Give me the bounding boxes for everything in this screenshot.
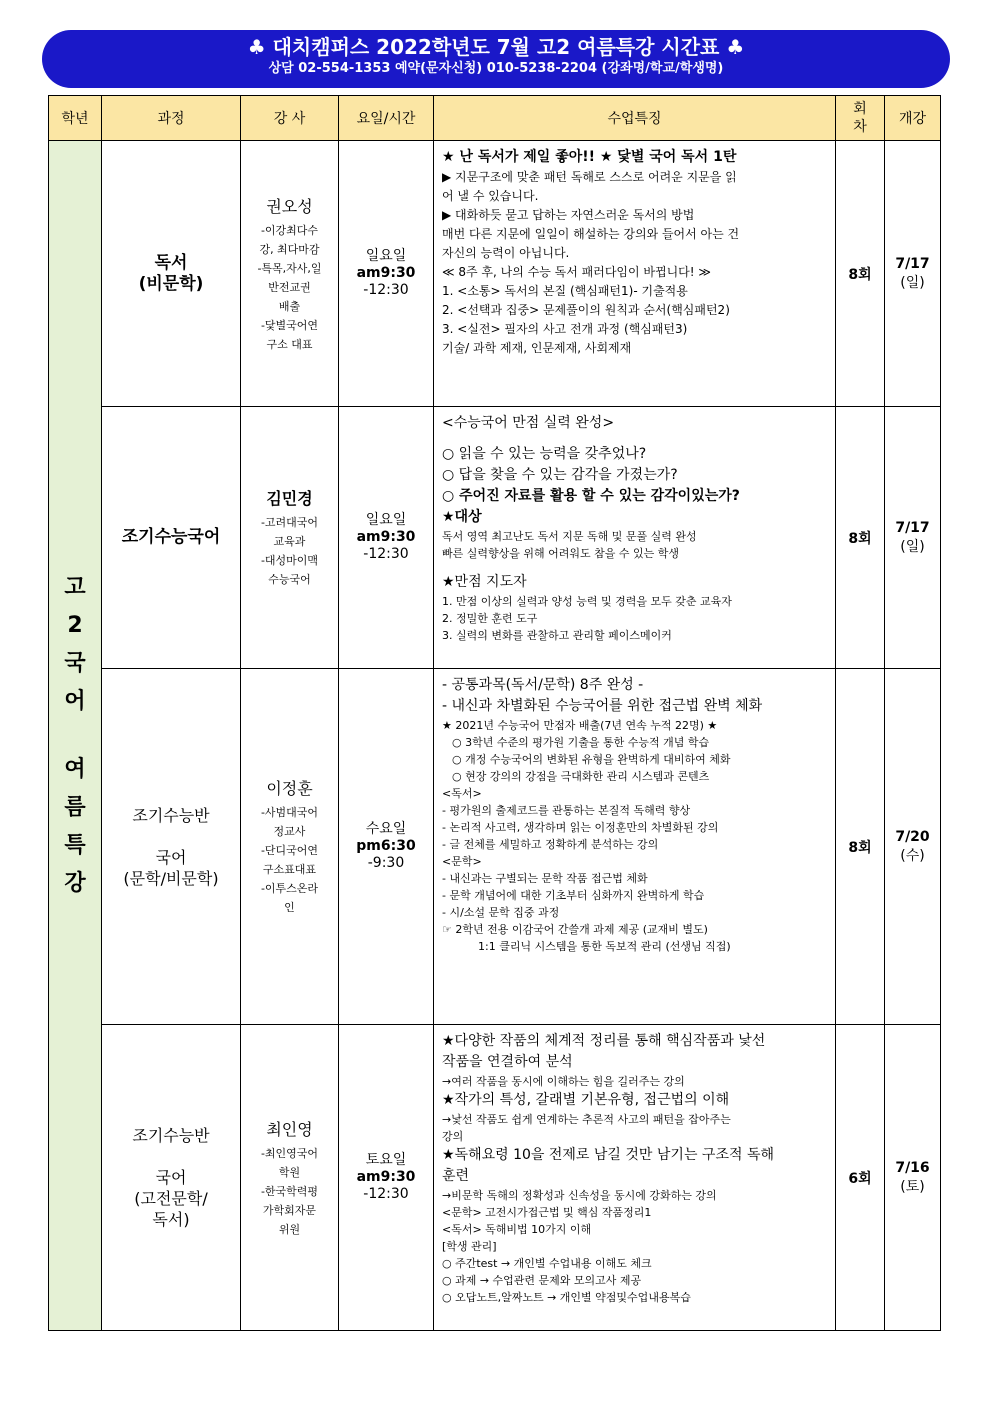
features-cell: [434, 669, 836, 1025]
feature-line: ○ 주간test → 개인별 수업내용 이해도 체크: [442, 1257, 652, 1270]
feature-line: ▶ 지문구조에 맞춘 패턴 독해로 스스로 어려운 지문을 읽: [442, 170, 737, 184]
session-count: 6회: [836, 1025, 885, 1331]
feature-line: 1. 만점 이상의 실력과 양성 능력 및 경력을 모두 갖춘 교육자: [442, 595, 732, 608]
start-date-cell: [885, 669, 941, 1025]
grade-char: 고: [64, 574, 86, 600]
header-row: [49, 96, 941, 141]
schedule-line: pm6:30: [356, 838, 416, 854]
feature-line: 1. <소통> 독서의 본질 (핵심패턴1)- 기출적용: [442, 284, 688, 298]
grade-char: 강: [64, 870, 86, 896]
schedule-table: [48, 95, 941, 1331]
header-teacher: 강 사: [241, 96, 339, 141]
feature-line: ▶ 대화하듯 묻고 답하는 자연스러운 독서의 방법: [442, 208, 695, 222]
start-date-cell: [885, 141, 941, 407]
feature-line: ○ 개정 수능국어의 변화된 유형을 완벽하게 대비하여 체화: [452, 753, 731, 766]
feature-line: 훈련: [442, 1168, 470, 1184]
schedule-cell: [339, 1025, 434, 1331]
schedule-line: am9:30: [356, 529, 416, 545]
start-date-line: (일): [900, 274, 925, 291]
feature-line: - 논리적 사고력, 생각하며 읽는 이정훈만의 차별화된 강의: [442, 821, 719, 834]
feature-line: <문학>: [442, 855, 482, 868]
feature-line: ○ 주어진 자료를 활용 할 수 있는 감각이있는가?: [442, 488, 740, 504]
teacher-name: 권오성: [266, 196, 313, 216]
feature-line: →낯선 작품도 쉽게 연계하는 추론적 사고의 패턴을 잡아주는: [442, 1113, 731, 1126]
table-row: [49, 141, 941, 407]
teacher-credential: 구소 대표: [266, 337, 313, 351]
feature-line: 자신의 능력이 아닙니다.: [442, 246, 570, 260]
teacher-credential: -닻별국어연: [260, 318, 319, 332]
feature-line: - 글 전체를 세밀하고 정확하게 분석하는 강의: [442, 838, 659, 851]
schedule-line: -12:30: [363, 282, 409, 298]
feature-line: ☞ 2학년 전용 이감국어 간쓸개 과제 제공 (교재비 별도): [442, 923, 708, 936]
grade-char: 2: [67, 612, 83, 638]
schedule-line: am9:30: [356, 265, 416, 281]
feature-line: 강의: [442, 1130, 464, 1143]
grade-char: [49, 721, 101, 751]
teacher-credential: 강, 최다마감: [259, 242, 320, 256]
course-line: 조기수능반: [132, 805, 210, 825]
features-cell: [434, 141, 836, 407]
feature-line: 2. <선택과 집중> 문제풀이의 원칙과 순서(핵심패턴2): [442, 303, 730, 317]
header-schedule: 요일/시간: [339, 96, 434, 141]
teacher-credential: -한국학력평: [260, 1184, 319, 1198]
schedule-line: 토요일: [365, 1152, 407, 1168]
course-line: 독서: [154, 252, 188, 273]
teacher-credential: 위원: [278, 1222, 301, 1236]
feature-line: ○ 현장 강의의 강점을 극대화한 관리 시스템과 콘텐츠: [452, 770, 710, 783]
feature-line: →여러 작품을 동시에 이해하는 힘을 길러주는 강의: [442, 1075, 685, 1088]
start-date-line: 7/17: [895, 519, 930, 536]
feature-line: ★만점 지도자: [442, 574, 527, 590]
feature-line: 빠른 실력향상을 위해 어려워도 참을 수 있는 학생: [442, 547, 679, 560]
schedule-cell: [339, 141, 434, 407]
features-cell: [434, 407, 836, 669]
teacher-credential: 수능국어: [268, 573, 311, 586]
feature-line: ○ 답을 찾을 수 있는 감각을 가졌는가?: [442, 467, 678, 483]
teacher-cell: [241, 407, 339, 669]
feature-line: ○ 오답노트,알짜노트 → 개인별 약점및수업내용복습: [442, 1291, 691, 1304]
teacher-credential: 학원: [278, 1165, 301, 1179]
feature-line: 3. 실력의 변화를 관찰하고 관리할 페이스메이커: [442, 629, 672, 642]
start-date-line: 7/17: [895, 255, 930, 272]
start-date-line: 7/16: [895, 1159, 930, 1176]
feature-line: [학생 관리]: [442, 1240, 497, 1253]
teacher-credential: -사범대국어: [260, 806, 319, 819]
start-date-cell: [885, 407, 941, 669]
feature-line: - 공통과목(독서/문학) 8주 완성 -: [442, 677, 644, 693]
grade-char: 어: [64, 688, 86, 714]
teacher-credential: 인: [284, 901, 295, 914]
start-date-line: (일): [900, 538, 925, 555]
teacher-credential: 정교사: [273, 825, 306, 838]
feature-line: ○ 읽을 수 있는 능력을 갖추었나?: [442, 446, 647, 462]
teacher-credential: -단디국어연: [260, 844, 319, 857]
feature-line: ○ 3학년 수준의 평가원 기출을 통한 수능적 개념 학습: [452, 736, 710, 749]
grade-char: 여: [64, 756, 86, 782]
header-grade: 학년: [49, 96, 102, 141]
schedule-line: am9:30: [356, 1169, 416, 1185]
feature-line: <독서>: [442, 787, 482, 800]
features-cell: [434, 1025, 836, 1331]
feature-line: 2. 정밀한 훈련 도구: [442, 612, 538, 625]
feature-line: 어 낼 수 있습니다.: [442, 189, 539, 203]
teacher-credential: -최인영국어: [260, 1146, 319, 1160]
schedule-cell: [339, 407, 434, 669]
header-course: 과정: [102, 96, 241, 141]
feature-line: ≪ 8주 후, 나의 수능 독서 패러다임이 바뀝니다! ≫: [442, 265, 711, 279]
schedule-line: -9:30: [367, 855, 405, 871]
session-count: 8회: [836, 669, 885, 1025]
feature-line: →비문학 독해의 정확성과 신속성을 동시에 강화하는 강의: [442, 1189, 717, 1202]
course-cell: [102, 407, 241, 669]
start-date-line: (토): [900, 1178, 925, 1195]
feature-line: <독서> 독해비법 10가지 이해: [442, 1223, 592, 1236]
course-cell: [102, 1025, 241, 1331]
grade-cell: [49, 141, 102, 1331]
schedule-line: -12:30: [363, 546, 409, 562]
teacher-credential: 구소표대표: [262, 863, 317, 876]
feature-line: ★독해요령 10을 전제로 남길 것만 남기는 구조적 독해: [442, 1147, 774, 1163]
contact-info: 상담 02-554-1353 예약(문자신청) 010-5238-2204 (강좌명/학교/학생명): [268, 61, 724, 76]
teacher-cell: [241, 1025, 339, 1331]
course-line: 국어: [155, 1168, 187, 1187]
grade-char: 국: [64, 650, 86, 676]
feature-line: 기술/ 과학 제재, 인문제재, 사회제재: [442, 341, 632, 355]
grade-char: 름: [64, 794, 86, 820]
title-banner: [42, 30, 950, 88]
feature-line: <수능국어 만점 실력 완성>: [442, 415, 615, 431]
course-line: 국어: [155, 847, 187, 867]
teacher-cell: [241, 669, 339, 1025]
feature-line: - 시/소설 문학 집중 과정: [442, 906, 560, 919]
teacher-credential: -고려대국어: [260, 516, 319, 529]
feature-line: ★작가의 특성, 갈래별 기본유형, 접근법의 이해: [442, 1092, 730, 1108]
course-line: [102, 1146, 240, 1167]
course-line: (고전문학/: [134, 1189, 208, 1208]
feature-line: <문학> 고전시가접근법 및 핵심 작품정리1: [442, 1206, 652, 1219]
header-sessions: 회 차: [836, 96, 885, 141]
session-count: 8회: [836, 407, 885, 669]
teacher-name: 이정훈: [266, 779, 313, 798]
feature-line: ★ 난 독서가 제일 좋아!! ★ 닻별 국어 독서 1탄: [442, 149, 737, 165]
feature-line: - 내신과는 구별되는 문학 작품 접근법 체화: [442, 872, 648, 885]
course-cell: [102, 141, 241, 407]
teacher-name: 김민경: [266, 489, 313, 508]
teacher-credential: 반전교권: [268, 280, 311, 294]
teacher-credential: 배출: [278, 299, 301, 313]
feature-line: 매번 다른 지문에 일일이 해설하는 강의와 들어서 아는 건: [442, 227, 740, 241]
grade-char: 특: [64, 832, 86, 858]
feature-line: - 문학 개념어에 대한 기초부터 심화까지 완벽하게 학습: [442, 889, 705, 902]
schedule-line: -12:30: [363, 1186, 409, 1202]
teacher-credential: -대성마이맥: [260, 554, 319, 567]
teacher-credential: -특목,자사,일: [257, 261, 322, 275]
feature-line: 3. <실전> 필자의 사고 전개 과정 (핵심패턴3): [442, 322, 688, 336]
page-title: ♣ 대치캠퍼스 2022학년도 7월 고2 여름특강 시간표 ♣: [247, 35, 745, 59]
feature-line: 작품을 연결하여 분석: [442, 1054, 573, 1070]
feature-line: 독서 영역 최고난도 독서 지문 독해 및 문풀 실력 완성: [442, 530, 697, 543]
schedule-line: 수요일: [365, 821, 407, 837]
header-features: 수업특징: [434, 96, 836, 141]
feature-line: - 내신과 차별화된 수능국어를 위한 접근법 완벽 체화: [442, 698, 763, 714]
feature-line: ★대상: [442, 509, 482, 525]
feature-line: ○ 과제 → 수업관련 문제와 모의고사 제공: [442, 1274, 642, 1287]
course-line: [102, 826, 240, 847]
teacher-credential: 교육과: [273, 535, 306, 548]
schedule-line: 일요일: [365, 512, 407, 528]
teacher-credential: -이강최다수: [260, 223, 319, 237]
course-line: (문학/비문학): [123, 868, 219, 888]
table-row: [49, 1025, 941, 1331]
table-row: [49, 669, 941, 1025]
course-line: 독서): [152, 1210, 190, 1229]
course-line: 조기수능국어: [121, 527, 221, 547]
schedule-line: 일요일: [365, 248, 407, 264]
teacher-credential: -이투스온라: [260, 882, 319, 895]
start-date-line: (수): [900, 847, 925, 864]
teacher-credential: 가학회자문: [262, 1203, 317, 1217]
course-line: 조기수능반: [132, 1126, 210, 1145]
course-line: (비문학): [138, 273, 204, 294]
session-count: 8회: [836, 141, 885, 407]
header-start: 개강: [885, 96, 941, 141]
start-date-line: 7/20: [895, 828, 930, 845]
schedule-cell: [339, 669, 434, 1025]
table-row: [49, 407, 941, 669]
feature-line: - 평가원의 출제코드를 관통하는 본질적 독해력 향상: [442, 804, 691, 817]
teacher-name: 최인영: [266, 1119, 313, 1139]
start-date-cell: [885, 1025, 941, 1331]
teacher-cell: [241, 141, 339, 407]
feature-line: 1:1 클리닉 시스템을 통한 독보적 관리 (선생님 직접): [478, 940, 731, 953]
course-cell: [102, 669, 241, 1025]
feature-line: ★ 2021년 수능국어 만점자 배출(7년 연속 누적 22명) ★: [442, 719, 718, 732]
feature-line: ★다양한 작품의 체계적 정리를 통해 핵심작품과 낯선: [442, 1033, 766, 1049]
